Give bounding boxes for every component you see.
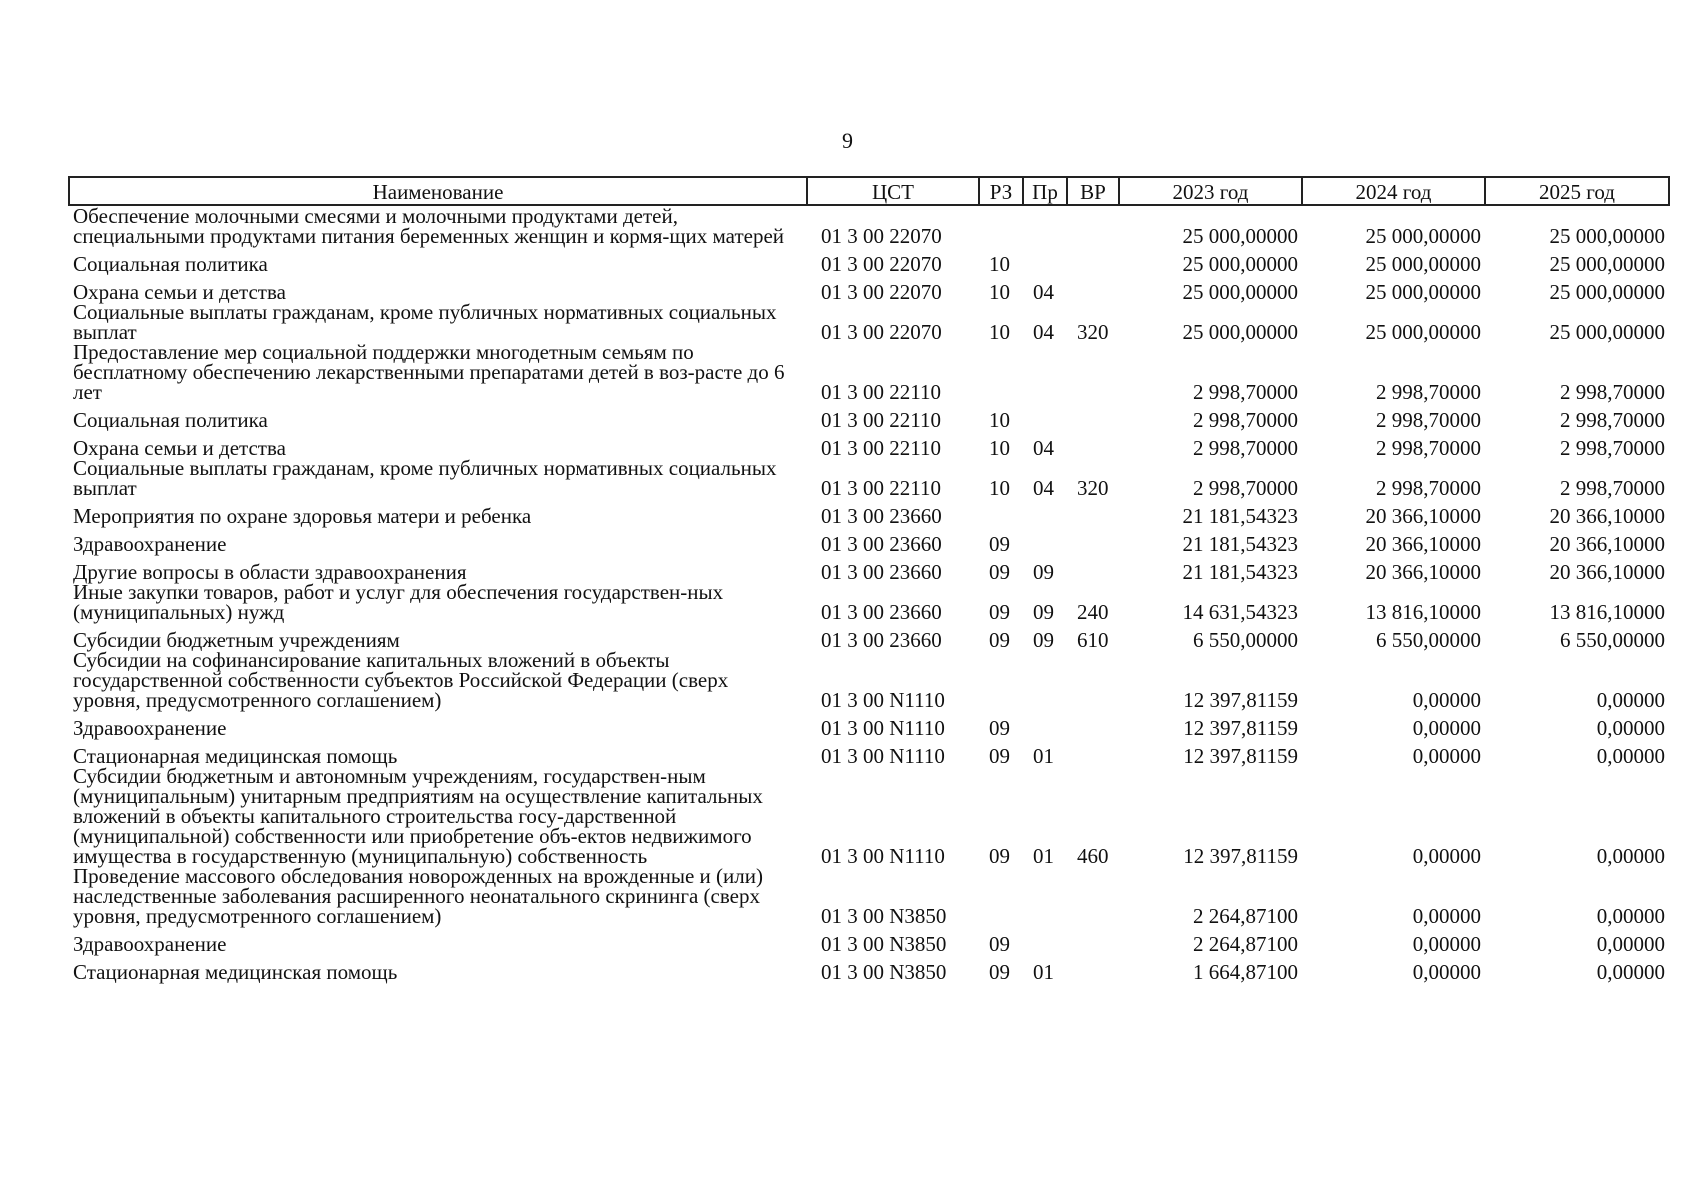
row-cst: 01 3 00 22070 [821,252,942,276]
row-2025: 0,00000 [1596,716,1665,740]
row-name: Охрана семьи и детства [73,436,286,460]
row-2025: 0,00000 [1596,932,1665,956]
row-rz: 09 [989,716,1010,740]
row-rz: 10 [989,280,1010,304]
row-vr [1067,738,1119,766]
row-pr [1023,342,1067,402]
table-row [69,302,1669,342]
row-pr: 04 [1033,280,1054,304]
row-2023: 25 000,00000 [1182,224,1298,248]
row-vr [1067,274,1119,302]
table-body [69,205,1669,982]
row-2025: 0,00000 [1596,904,1665,928]
table-row [69,205,1669,246]
row-pr [1023,650,1067,710]
row-2025: 0,00000 [1596,960,1665,984]
row-vr [1067,554,1119,582]
header-2025: 2025 год [1485,177,1669,205]
row-pr: 09 [1033,628,1054,652]
row-2023: 12 397,81159 [1183,716,1298,740]
row-2024: 25 000,00000 [1365,252,1481,276]
row-2024: 0,00000 [1412,844,1481,868]
row-2025: 2 998,70000 [1560,436,1665,460]
row-vr [1067,498,1119,526]
row-2025: 25 000,00000 [1549,320,1665,344]
row-2025: 13 816,10000 [1549,600,1665,624]
row-2023: 25 000,00000 [1182,280,1298,304]
row-2025: 25 000,00000 [1549,280,1665,304]
table-row [69,866,1669,926]
row-vr [1067,710,1119,738]
row-vr [1067,526,1119,554]
row-2023: 25 000,00000 [1182,320,1298,344]
row-name: Субсидии бюджетным учреждениям [73,628,400,652]
table-row [69,342,1669,402]
row-2024: 20 366,10000 [1365,560,1481,584]
header-vr: ВР [1067,177,1119,205]
table-row [69,498,1669,526]
row-2024: 2 998,70000 [1376,408,1481,432]
row-2024: 0,00000 [1412,688,1481,712]
row-2023: 21 181,54323 [1182,532,1298,556]
row-vr [1067,430,1119,458]
row-vr: 320 [1077,320,1109,344]
row-2024: 0,00000 [1412,960,1481,984]
row-2024: 0,00000 [1412,932,1481,956]
row-2023: 25 000,00000 [1182,252,1298,276]
row-2024: 6 550,00000 [1376,628,1481,652]
row-name: Мероприятия по охране здоровья матери и ребенка [73,504,532,528]
row-vr: 320 [1077,476,1109,500]
row-2024: 25 000,00000 [1365,224,1481,248]
header-2023: 2023 год [1119,177,1302,205]
row-name: Другие вопросы в области здравоохранения [73,560,467,584]
row-pr: 09 [1033,560,1054,584]
row-name: Стационарная медицинская помощь [73,960,398,984]
row-name: Стационарная медицинская помощь [73,744,398,768]
page-number: 9 [842,128,853,153]
row-cst: 01 3 00 22110 [821,476,941,500]
row-cst: 01 3 00 N3850 [821,904,947,928]
row-2024: 20 366,10000 [1365,532,1481,556]
row-rz [979,205,1023,246]
row-pr: 04 [1033,436,1054,460]
row-name: Охрана семьи и детства [73,280,286,304]
row-pr: 09 [1033,600,1054,624]
row-name: Здравоохранение [73,932,227,956]
row-2024: 2 998,70000 [1376,380,1481,404]
table-row [69,274,1669,302]
row-name: Социальная политика [73,408,268,432]
row-2024: 0,00000 [1412,716,1481,740]
row-2025: 0,00000 [1596,688,1665,712]
row-rz: 10 [989,252,1010,276]
row-2025: 2 998,70000 [1560,408,1665,432]
row-2025: 6 550,00000 [1560,628,1665,652]
row-cst: 01 3 00 23660 [821,560,942,584]
row-pr [1023,246,1067,274]
row-vr [1067,246,1119,274]
row-name: Здравоохранение [73,532,227,556]
row-cst: 01 3 00 23660 [821,532,942,556]
budget-table [68,176,1670,982]
row-vr [1067,866,1119,926]
row-2023: 2 998,70000 [1193,476,1298,500]
row-pr [1023,402,1067,430]
row-cst: 01 3 00 22070 [821,320,942,344]
header-cst: ЦСТ [807,177,979,205]
row-cst: 01 3 00 N3850 [821,932,947,956]
row-2025: 25 000,00000 [1549,224,1665,248]
row-2023: 21 181,54323 [1182,504,1298,528]
row-2023: 12 397,81159 [1183,844,1298,868]
row-2024: 20 366,10000 [1365,504,1481,528]
header-pr: Пр [1023,177,1067,205]
row-2023: 12 397,81159 [1183,688,1298,712]
row-pr: 04 [1033,476,1054,500]
row-rz: 09 [989,932,1010,956]
row-vr: 610 [1077,628,1109,652]
header-2024: 2024 год [1302,177,1485,205]
row-cst: 01 3 00 23660 [821,628,942,652]
row-cst: 01 3 00 22110 [821,436,941,460]
row-vr [1067,650,1119,710]
table-row [69,402,1669,430]
row-cst: 01 3 00 22070 [821,224,942,248]
row-name: Социальная политика [73,252,268,276]
row-2024: 2 998,70000 [1376,476,1481,500]
row-pr [1023,866,1067,926]
table-row [69,766,1669,866]
row-name: Предоставление мер социальной поддержки многодетным семьям по бесплатному обеспечению лекарственными препаратами детей в воз-расте до 6 лет [73,340,785,404]
row-2023: 6 550,00000 [1193,628,1298,652]
row-2023: 2 998,70000 [1193,380,1298,404]
row-pr [1023,710,1067,738]
row-rz: 09 [989,744,1010,768]
table-row [69,246,1669,274]
row-cst: 01 3 00 N1110 [821,844,945,868]
row-rz: 09 [989,628,1010,652]
row-cst: 01 3 00 N1110 [821,716,945,740]
row-2025: 0,00000 [1596,744,1665,768]
row-2025: 2 998,70000 [1560,476,1665,500]
row-name: Здравоохранение [73,716,227,740]
row-2025: 20 366,10000 [1549,560,1665,584]
row-cst: 01 3 00 23660 [821,504,942,528]
row-rz: 09 [989,844,1010,868]
row-2023: 2 264,87100 [1193,904,1298,928]
table-row [69,554,1669,582]
table-row [69,954,1669,982]
table-row [69,926,1669,954]
row-2023: 21 181,54323 [1182,560,1298,584]
row-pr: 01 [1033,744,1054,768]
row-rz [979,650,1023,710]
row-rz: 10 [989,408,1010,432]
table-row [69,582,1669,622]
row-rz: 10 [989,320,1010,344]
row-vr [1067,342,1119,402]
row-2023: 14 631,54323 [1182,600,1298,624]
row-2024: 25 000,00000 [1365,280,1481,304]
row-name: Обеспечение молочными смесями и молочными продуктами детей, специальными продуктами питания беременных женщин и кормя-щих матерей [73,204,785,248]
table-row [69,458,1669,498]
row-rz [979,498,1023,526]
row-vr [1067,954,1119,982]
row-cst: 01 3 00 22110 [821,380,941,404]
row-2024: 25 000,00000 [1365,320,1481,344]
row-rz: 10 [989,436,1010,460]
row-2025: 20 366,10000 [1549,504,1665,528]
row-cst: 01 3 00 N1110 [821,744,945,768]
row-2024: 2 998,70000 [1376,436,1481,460]
row-2024: 0,00000 [1412,744,1481,768]
table-row [69,738,1669,766]
row-name: Социальные выплаты гражданам, кроме публичных нормативных социальных выплат [73,456,777,500]
row-2023: 12 397,81159 [1183,744,1298,768]
row-pr: 04 [1033,320,1054,344]
row-2025: 20 366,10000 [1549,532,1665,556]
header-name: Наименование [69,177,807,205]
header-rz: РЗ [979,177,1023,205]
row-cst: 01 3 00 N1110 [821,688,945,712]
row-2023: 2 264,87100 [1193,932,1298,956]
row-pr [1023,205,1067,246]
table-row [69,710,1669,738]
row-cst: 01 3 00 22110 [821,408,941,432]
row-cst: 01 3 00 22070 [821,280,942,304]
row-2024: 13 816,10000 [1365,600,1481,624]
row-pr [1023,926,1067,954]
row-2025: 0,00000 [1596,844,1665,868]
row-cst: 01 3 00 23660 [821,600,942,624]
row-rz: 09 [989,600,1010,624]
row-pr: 01 [1033,960,1054,984]
row-2024: 0,00000 [1412,904,1481,928]
row-vr: 460 [1077,844,1109,868]
table-row [69,526,1669,554]
row-pr [1023,526,1067,554]
table-row [69,650,1669,710]
row-2025: 25 000,00000 [1549,252,1665,276]
row-rz [979,342,1023,402]
row-2023: 1 664,87100 [1193,960,1298,984]
row-rz: 09 [989,532,1010,556]
row-pr: 01 [1033,844,1054,868]
row-rz: 09 [989,960,1010,984]
table-header-row [69,177,1669,205]
row-pr [1023,498,1067,526]
row-rz [979,866,1023,926]
row-vr [1067,205,1119,246]
row-rz: 10 [989,476,1010,500]
row-vr [1067,402,1119,430]
row-rz: 09 [989,560,1010,584]
row-2023: 2 998,70000 [1193,436,1298,460]
row-vr: 240 [1077,600,1109,624]
table-row [69,622,1669,650]
row-vr [1067,926,1119,954]
table-row [69,430,1669,458]
row-name: Проведение массового обследования новорожденных на врожденные и (или) наследственные заболевания расширенного неонатального скрининга (сверх уровня, предусмотренного соглашением) [73,864,763,928]
row-name: Субсидии бюджетным и автономным учреждениям, государствен-ным (муниципальным) унитарным предприятиям на осуществление капитальных вложений в объекты капитального строительства госу-дарственной (муниципальной) собственности или приобретение объ-ектов недвижимого имущества в государственную (муниципальную) собственность [73,764,763,868]
row-2023: 2 998,70000 [1193,408,1298,432]
row-name: Субсидии на софинансирование капитальных вложений в объекты государственной собственности субъектов Российской Федерации (сверх уровня, предусмотренного соглашением) [73,648,729,712]
row-2025: 2 998,70000 [1560,380,1665,404]
row-name: Иные закупки товаров, работ и услуг для обеспечения государствен-ных (муниципальных) нужд [73,580,724,624]
row-name: Социальные выплаты гражданам, кроме публичных нормативных социальных выплат [73,300,777,344]
row-cst: 01 3 00 N3850 [821,960,947,984]
